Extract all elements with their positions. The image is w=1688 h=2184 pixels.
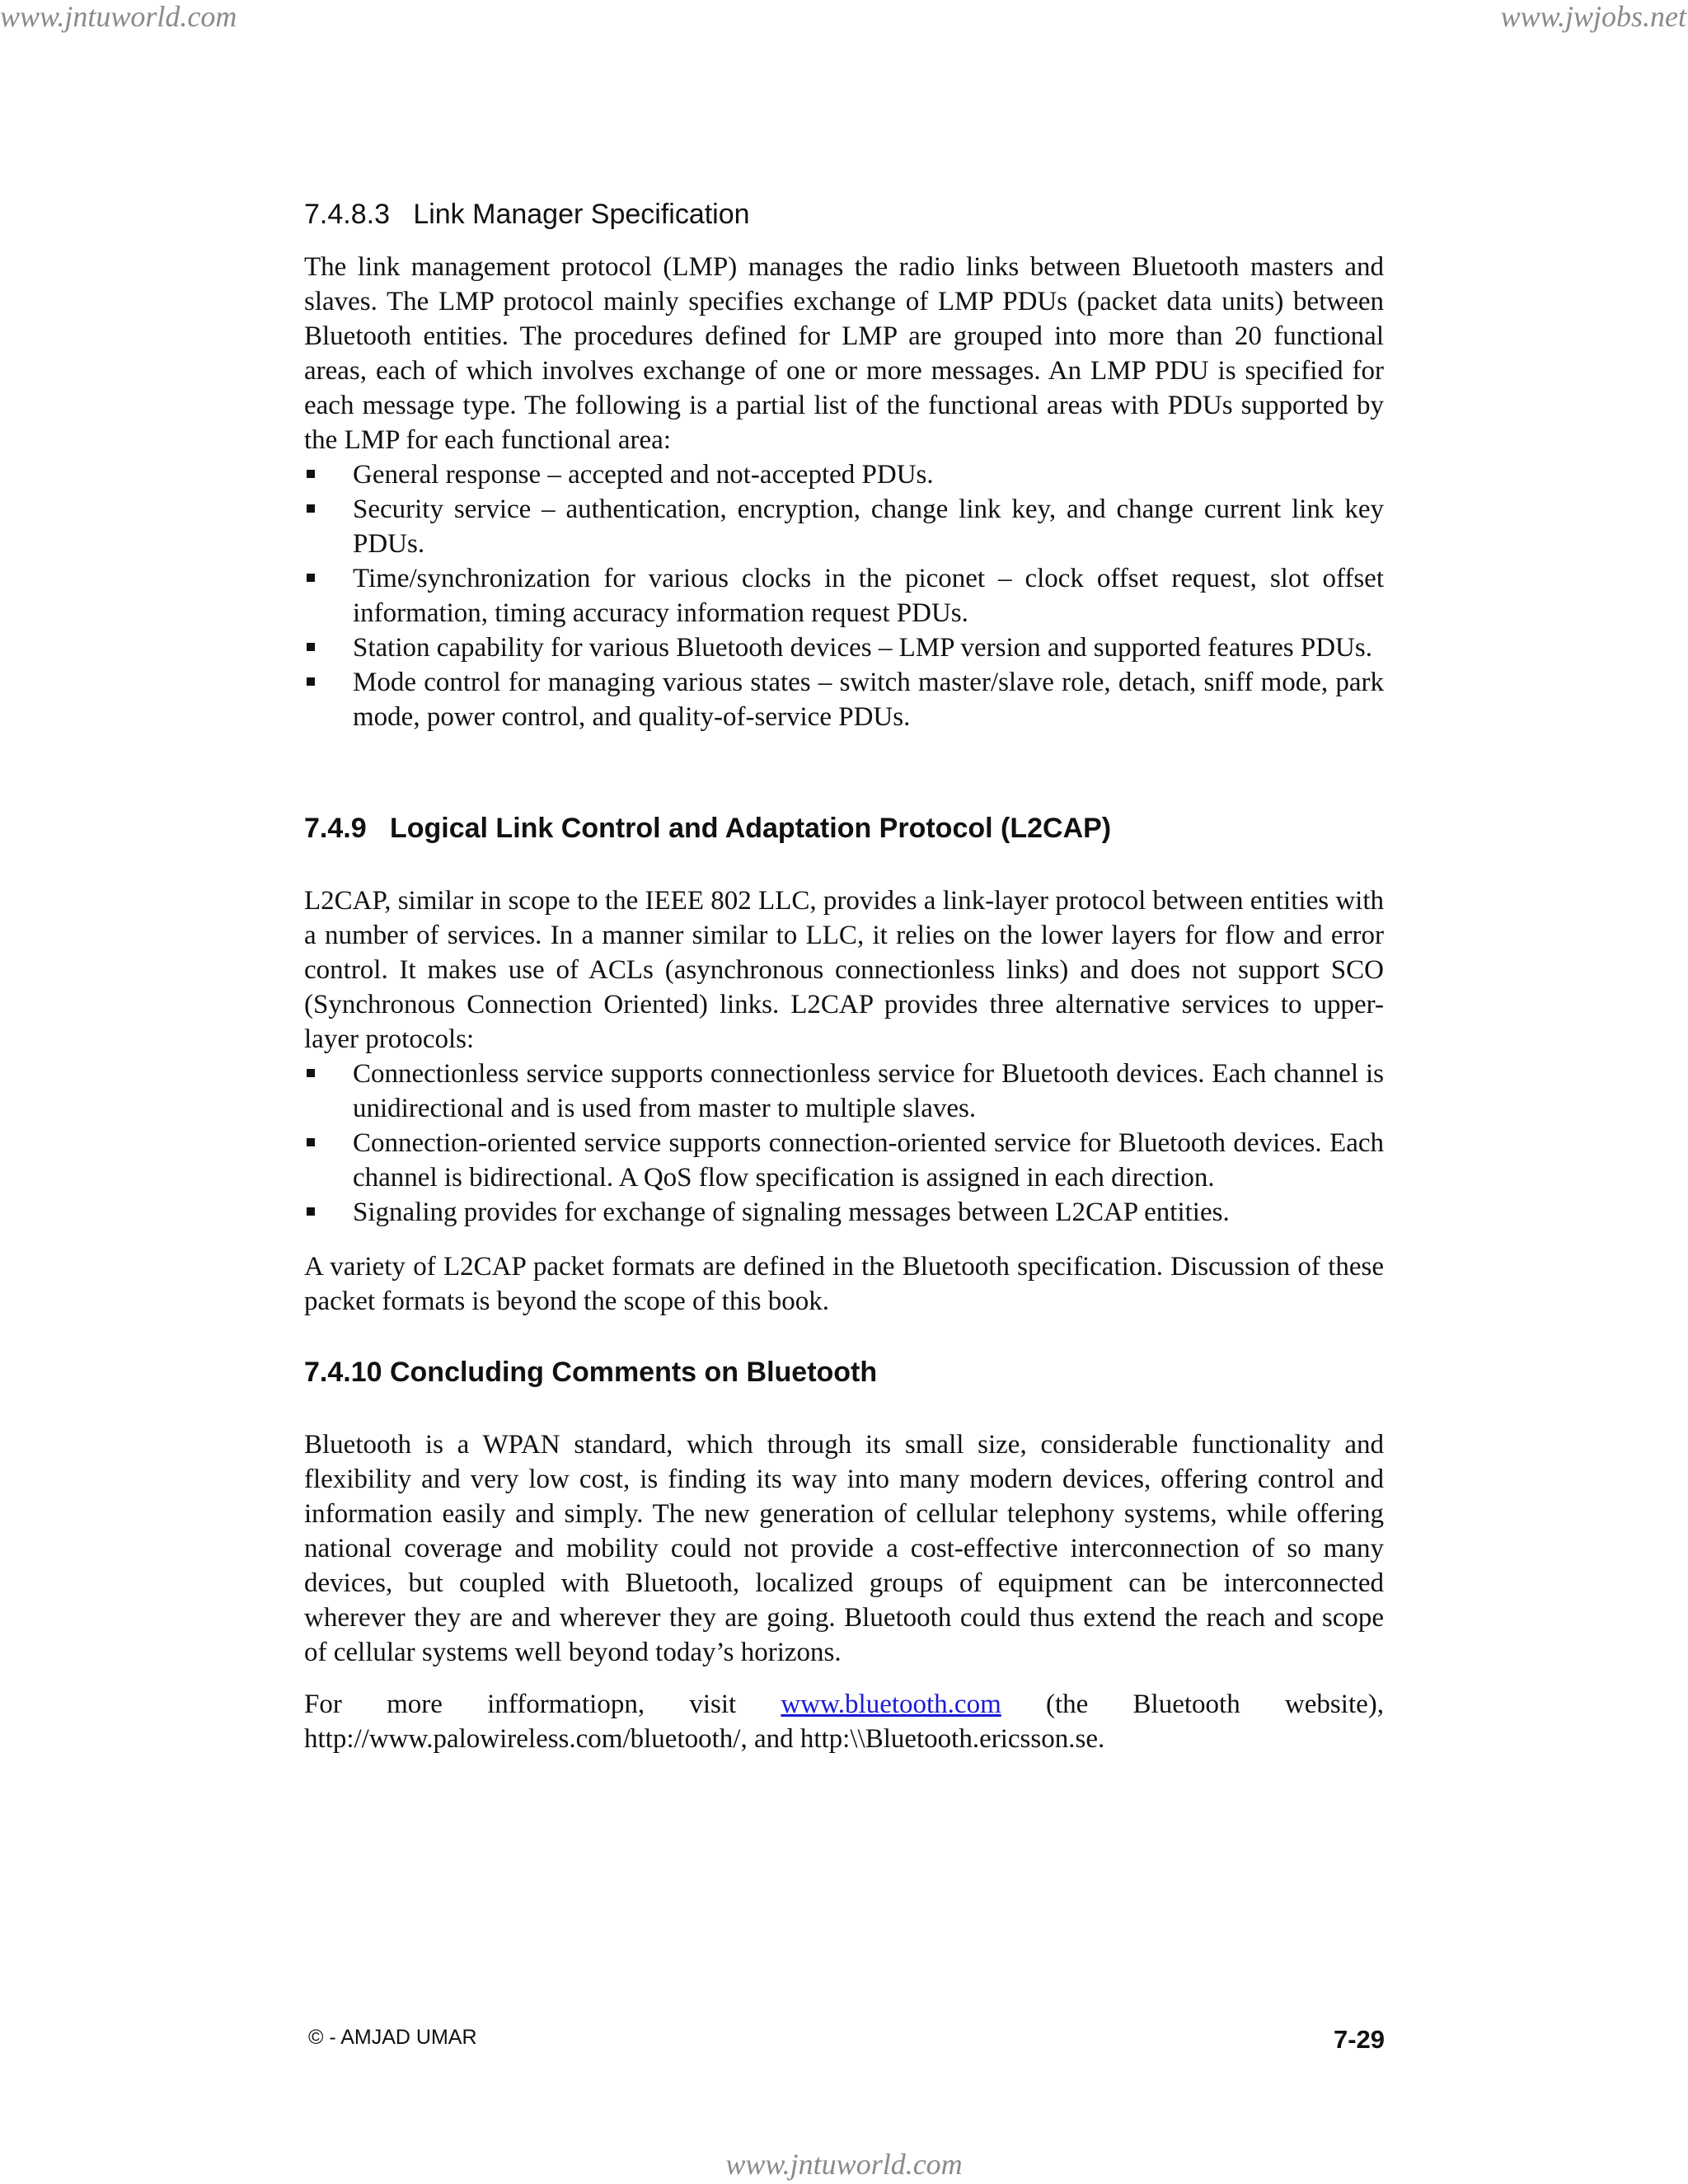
concluding-paragraph: Bluetooth is a WPAN standard, which through its small size, considerable functionality and flexibility and very low cost, is finding its way into many modern devices, offering control and information easily and simply. The new generation of cellular telephony systems, while offering national coverage and mobility could not provide a cost-effective interconnection of so many devices, but coupled with Bluetooth, localized groups of equipment can be interconnected wherever they are and wherever they are going. Bluetooth could thus extend the reach and scope of cellular systems well beyond today’s horizons. <box>304 1430 1384 1667</box>
list-item: Connection-oriented service supports connection-oriented service for Bluetooth devices. Each channel is bidirectional. A QoS flow specification is assigned in each direction. <box>304 1126 1384 1195</box>
watermark-top-right: www.jwjobs.net <box>1500 0 1686 33</box>
l2cap-intro-paragraph: L2CAP, similar in scope to the IEEE 802 LLC, provides a link-layer protocol between entities with a number of services. In a manner similar to LLC, it relies on the lower layers for flow and error control. It makes use of ACLs (asynchronous connectionless links) and does not support SCO (Synchronous Connection Oriented) links. L2CAP provides three alternative services to upper-layer protocols: <box>304 886 1384 1054</box>
more-information-paragraph <box>304 1687 1384 1756</box>
watermark-top-left: www.jntuworld.com <box>0 0 237 33</box>
list-item: Station capability for various Bluetooth devices – LMP version and supported features PDUs. <box>304 630 1384 665</box>
lmp-functional-areas-list <box>304 457 1384 734</box>
footer-page-number: 7-29 <box>1333 2025 1385 2054</box>
l2cap-closing-paragraph: A variety of L2CAP packet formats are defined in the Bluetooth specification. Discussion of these packet formats is beyond the scope of this book. <box>304 1252 1384 1316</box>
list-item: Signaling provides for exchange of signaling messages between L2CAP entities. <box>304 1195 1384 1230</box>
l2cap-services-list <box>304 1057 1384 1230</box>
section-7-4-8-3-body <box>304 250 1384 734</box>
section-7-4-9-closing <box>304 1249 1384 1319</box>
list-item: Time/synchronization for various clocks in the piconet – clock offset request, slot offset information, timing accuracy information request PDUs. <box>304 561 1384 630</box>
bluetooth-website-link[interactable]: www.bluetooth.com <box>781 1690 1001 1719</box>
list-item: General response – accepted and not-accepted PDUs. <box>304 457 1384 492</box>
watermark-bottom: www.jntuworld.com <box>725 2148 963 2181</box>
section-7-4-10-body <box>304 1427 1384 1670</box>
heading-7-4-8-3: 7.4.8.3 Link Manager Specification <box>304 199 750 230</box>
more-info-line-1 <box>304 1687 1384 1722</box>
heading-7-4-10: 7.4.10 Concluding Comments on Bluetooth <box>304 1357 878 1388</box>
more-info-text-after: (the Bluetooth website), <box>1001 1690 1384 1719</box>
footer-copyright: © - AMJAD UMAR <box>308 2026 477 2049</box>
heading-7-4-9: 7.4.9 Logical Link Control and Adaptation Protocol (L2CAP) <box>304 813 1112 844</box>
lmp-intro-paragraph: The link management protocol (LMP) manages the radio links between Bluetooth masters and slaves. The LMP protocol mainly specifies exchange of LMP PDUs (packet data units) between Bluetooth entities. The procedures defined for LMP are grouped into more than 20 functional areas, each of which involves exchange of one or more messages. An LMP PDU is specified for each message type. The following is a partial list of the functional areas with PDUs supported by the LMP for each functional area: <box>304 252 1384 455</box>
list-item: Mode control for managing various states – switch master/slave role, detach, sniff mode, park mode, power control, and quality-of-service PDUs. <box>304 665 1384 734</box>
list-item: Security service – authentication, encryption, change link key, and change current link key PDUs. <box>304 492 1384 561</box>
more-info-text-before: For more infformatiopn, visit <box>304 1690 781 1719</box>
list-item: Connectionless service supports connectionless service for Bluetooth devices. Each channel is unidirectional and is used from master to multiple slaves. <box>304 1057 1384 1126</box>
more-info-line-2: http://www.palowireless.com/bluetooth/, and http:\\Bluetooth.ericsson.se. <box>304 1724 1105 1754</box>
section-7-4-9-body <box>304 883 1384 1230</box>
